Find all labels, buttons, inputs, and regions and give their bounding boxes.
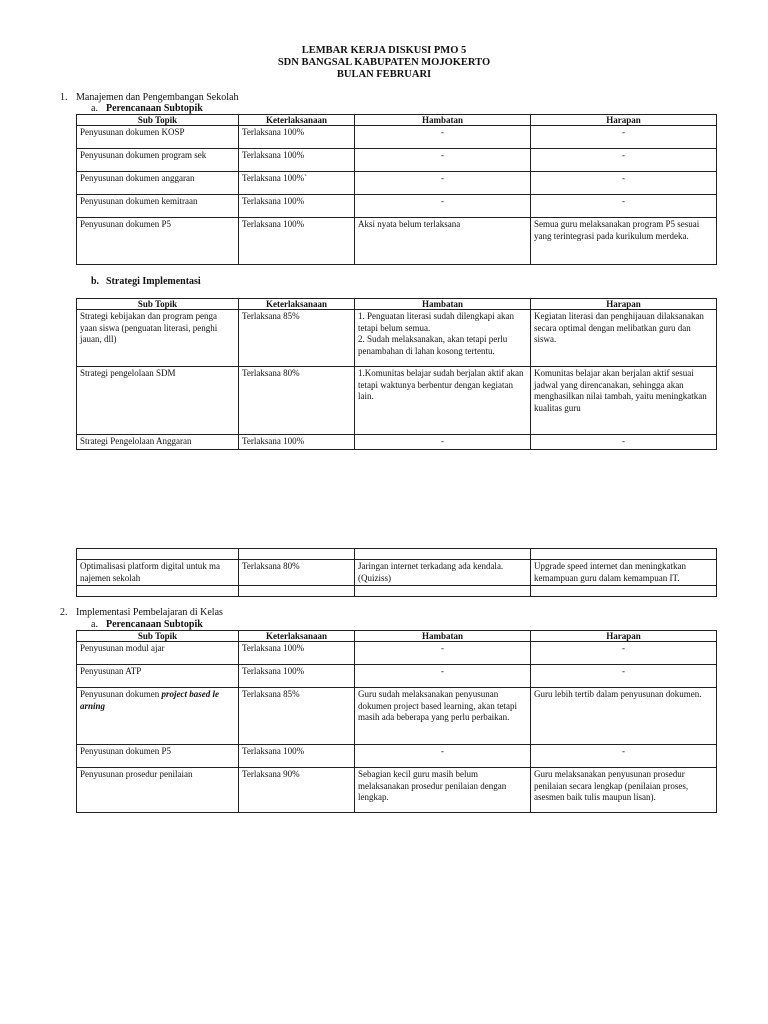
cell-subtopik: Penyusunan modul ajar: [77, 642, 239, 665]
school-name: SDN BANGSAL KABUPATEN MOJOKERTO: [277, 57, 491, 68]
table-strategi-implementasi: [76, 298, 717, 450]
document-title: LEMBAR KERJA DISKUSI PMO 5: [301, 45, 467, 56]
cell-hambatan: Jaringan internet terkadang ada kendala.(Quiziss): [355, 560, 531, 586]
table-row: [77, 549, 717, 560]
table-row: [77, 688, 717, 745]
table-row: [77, 310, 717, 367]
cell-keterlaksanaan: Terlaksana 85%: [239, 688, 355, 745]
cell-keterlaksanaan: Terlaksana 80%: [239, 367, 355, 435]
header-keterlaksanaan: Keterlaksanaan: [239, 115, 355, 126]
cell-hambatan: Aksi nyata belum terlaksana: [355, 218, 531, 265]
cell-harapan: -: [531, 665, 717, 688]
table-header-row: [77, 115, 717, 126]
cell-hambatan: [355, 549, 531, 560]
cell-harapan: -: [531, 435, 717, 450]
section-2a-title: Perencanaan Subtopik: [106, 619, 203, 630]
cell-keterlaksanaan: Terlaksana 100%: [239, 149, 355, 172]
cell-keterlaksanaan: Terlaksana 100%: [239, 218, 355, 265]
cell-hambatan: -: [355, 745, 531, 768]
section-1b-label: b.: [91, 276, 100, 287]
cell-hambatan: [355, 586, 531, 597]
header-subtopik: Sub Topik: [77, 115, 239, 126]
cell-subtopik-emphasis: project based le arning: [80, 689, 219, 711]
table-row: [77, 560, 717, 586]
cell-subtopik: Penyusunan dokumen kemitraan: [77, 195, 239, 218]
table-row: [77, 149, 717, 172]
table-row: [77, 642, 717, 665]
table-row: [77, 172, 717, 195]
cell-subtopik: Penyusunan ATP: [77, 665, 239, 688]
cell-keterlaksanaan: Terlaksana 100%: [239, 642, 355, 665]
header-hambatan: Hambatan: [355, 115, 531, 126]
header-hambatan: Hambatan: [355, 631, 531, 642]
cell-harapan: Upgrade speed internet dan meningkatkan kemampuan guru dalam kemampuan IT.: [531, 560, 717, 586]
cell-hambatan: -: [355, 126, 531, 149]
cell-hambatan: -: [355, 195, 531, 218]
cell-hambatan: 1. Penguatan literasi sudah dilengkapi akan tetapi belum semua. 2. Sudah melaksanakan, akan tetapi perlu penambahan di lahan kosong tertentu.: [355, 310, 531, 367]
section-1-title: Manajemen dan Pengembangan Sekolah: [76, 92, 239, 103]
cell-harapan: Kegiatan literasi dan penghijauan dilaksanakan secara optimal dengan melibatkan guru dan siswa.: [531, 310, 717, 367]
cell-subtopik: Strategi Pengelolaan Anggaran: [77, 435, 239, 450]
cell-hambatan: -: [355, 149, 531, 172]
table-row: [77, 586, 717, 597]
cell-hambatan: Guru sudah melaksanakan penyusunan dokumen project based learning, akan tetapi masih ada beberapa yang perlu perbaikan.: [355, 688, 531, 745]
section-2a-label: a.: [91, 619, 98, 630]
cell-harapan: Guru melaksanakan penyusunan prosedur penilaian secara lengkap (penilaian proses, asesmen baik tulis maupun lisan).: [531, 768, 717, 813]
cell-harapan: Guru lebih tertib dalam penyusunan dokumen.: [531, 688, 717, 745]
section-1b-title: Strategi Implementasi: [106, 276, 201, 287]
cell-subtopik: Optimalisasi platform digital untuk ma najemen sekolah: [77, 560, 239, 586]
cell-subtopik: [77, 688, 239, 745]
cell-keterlaksanaan: Terlaksana 100%: [239, 435, 355, 450]
cell-subtopik: Strategi kebijakan dan program penga yaan siswa (penguatan literasi, penghi jauan, dll): [77, 310, 239, 367]
table-row: [77, 435, 717, 450]
table-row: [77, 218, 717, 265]
cell-subtopik: Penyusunan dokumen KOSP: [77, 126, 239, 149]
cell-keterlaksanaan: Terlaksana 100%: [239, 126, 355, 149]
table-row: [77, 665, 717, 688]
header-harapan: Harapan: [531, 115, 717, 126]
cell-subtopik: [77, 586, 239, 597]
cell-keterlaksanaan: [239, 549, 355, 560]
cell-subtopik: Penyusunan dokumen anggaran: [77, 172, 239, 195]
cell-harapan: -: [531, 642, 717, 665]
cell-subtopik: Penyusunan dokumen P5: [77, 218, 239, 265]
header-harapan: Harapan: [531, 631, 717, 642]
table-header-row: [77, 631, 717, 642]
cell-harapan: -: [531, 172, 717, 195]
cell-harapan: Semua guru melaksanakan program P5 sesuai yang terintegrasi pada kurikulum merdeka.: [531, 218, 717, 265]
header-keterlaksanaan: Keterlaksanaan: [239, 299, 355, 310]
table-row: [77, 126, 717, 149]
cell-hambatan: -: [355, 172, 531, 195]
table-perencanaan-1: [76, 114, 717, 265]
cell-hambatan: -: [355, 642, 531, 665]
cell-hambatan: 1.Komunitas belajar sudah berjalan aktif akan tetapi waktunya berbentur dengan kegiatan lain.: [355, 367, 531, 435]
cell-harapan: -: [531, 149, 717, 172]
cell-subtopik: Strategi pengelolaan SDM: [77, 367, 239, 435]
section-2-title: Implementasi Pembelajaran di Kelas: [76, 607, 223, 618]
table-row: [77, 768, 717, 813]
cell-hambatan: -: [355, 665, 531, 688]
cell-keterlaksanaan: Terlaksana 100%: [239, 195, 355, 218]
table-row: [77, 195, 717, 218]
cell-subtopik-prefix: Penyusunan dokumen: [80, 689, 162, 699]
section-2-number: 2.: [60, 607, 68, 618]
header-harapan: Harapan: [531, 299, 717, 310]
section-1a-label: a.: [91, 103, 98, 114]
table-row: [77, 367, 717, 435]
cell-harapan: [531, 549, 717, 560]
cell-keterlaksanaan: Terlaksana 100%: [239, 745, 355, 768]
cell-harapan: -: [531, 745, 717, 768]
cell-harapan: -: [531, 126, 717, 149]
table-perencanaan-2: [76, 630, 717, 813]
cell-keterlaksanaan: Terlaksana 100%`: [239, 172, 355, 195]
table-row: [77, 745, 717, 768]
header-keterlaksanaan: Keterlaksanaan: [239, 631, 355, 642]
cell-hambatan: -: [355, 435, 531, 450]
cell-hambatan: Sebagian kecil guru masih belum melaksanakan prosedur penilaian dengan lengkap.: [355, 768, 531, 813]
cell-keterlaksanaan: Terlaksana 100%: [239, 665, 355, 688]
month-label: BULAN FEBRUARI: [336, 69, 432, 80]
cell-subtopik: Penyusunan dokumen program sek: [77, 149, 239, 172]
cell-keterlaksanaan: Terlaksana 90%: [239, 768, 355, 813]
header-subtopik: Sub Topik: [77, 631, 239, 642]
table-header-row: [77, 299, 717, 310]
cell-subtopik: [77, 549, 239, 560]
cell-harapan: Komunitas belajar akan berjalan aktif sesuai jadwal yang direncanakan, sehingga akan menghasilkan nilai tambah, yaitu meningkatkan kualitas guru: [531, 367, 717, 435]
cell-harapan: -: [531, 195, 717, 218]
header-hambatan: Hambatan: [355, 299, 531, 310]
cell-subtopik: Penyusunan prosedur penilaian: [77, 768, 239, 813]
section-1-number: 1.: [60, 92, 68, 103]
cell-keterlaksanaan: Terlaksana 80%: [239, 560, 355, 586]
cell-subtopik: Penyusunan dokumen P5: [77, 745, 239, 768]
cell-keterlaksanaan: Terlaksana 85%: [239, 310, 355, 367]
header-subtopik: Sub Topik: [77, 299, 239, 310]
section-1a-title: Perencanaan Subtopik: [106, 103, 203, 114]
cell-harapan: [531, 586, 717, 597]
cell-keterlaksanaan: [239, 586, 355, 597]
table-platform-digital: [76, 548, 717, 597]
